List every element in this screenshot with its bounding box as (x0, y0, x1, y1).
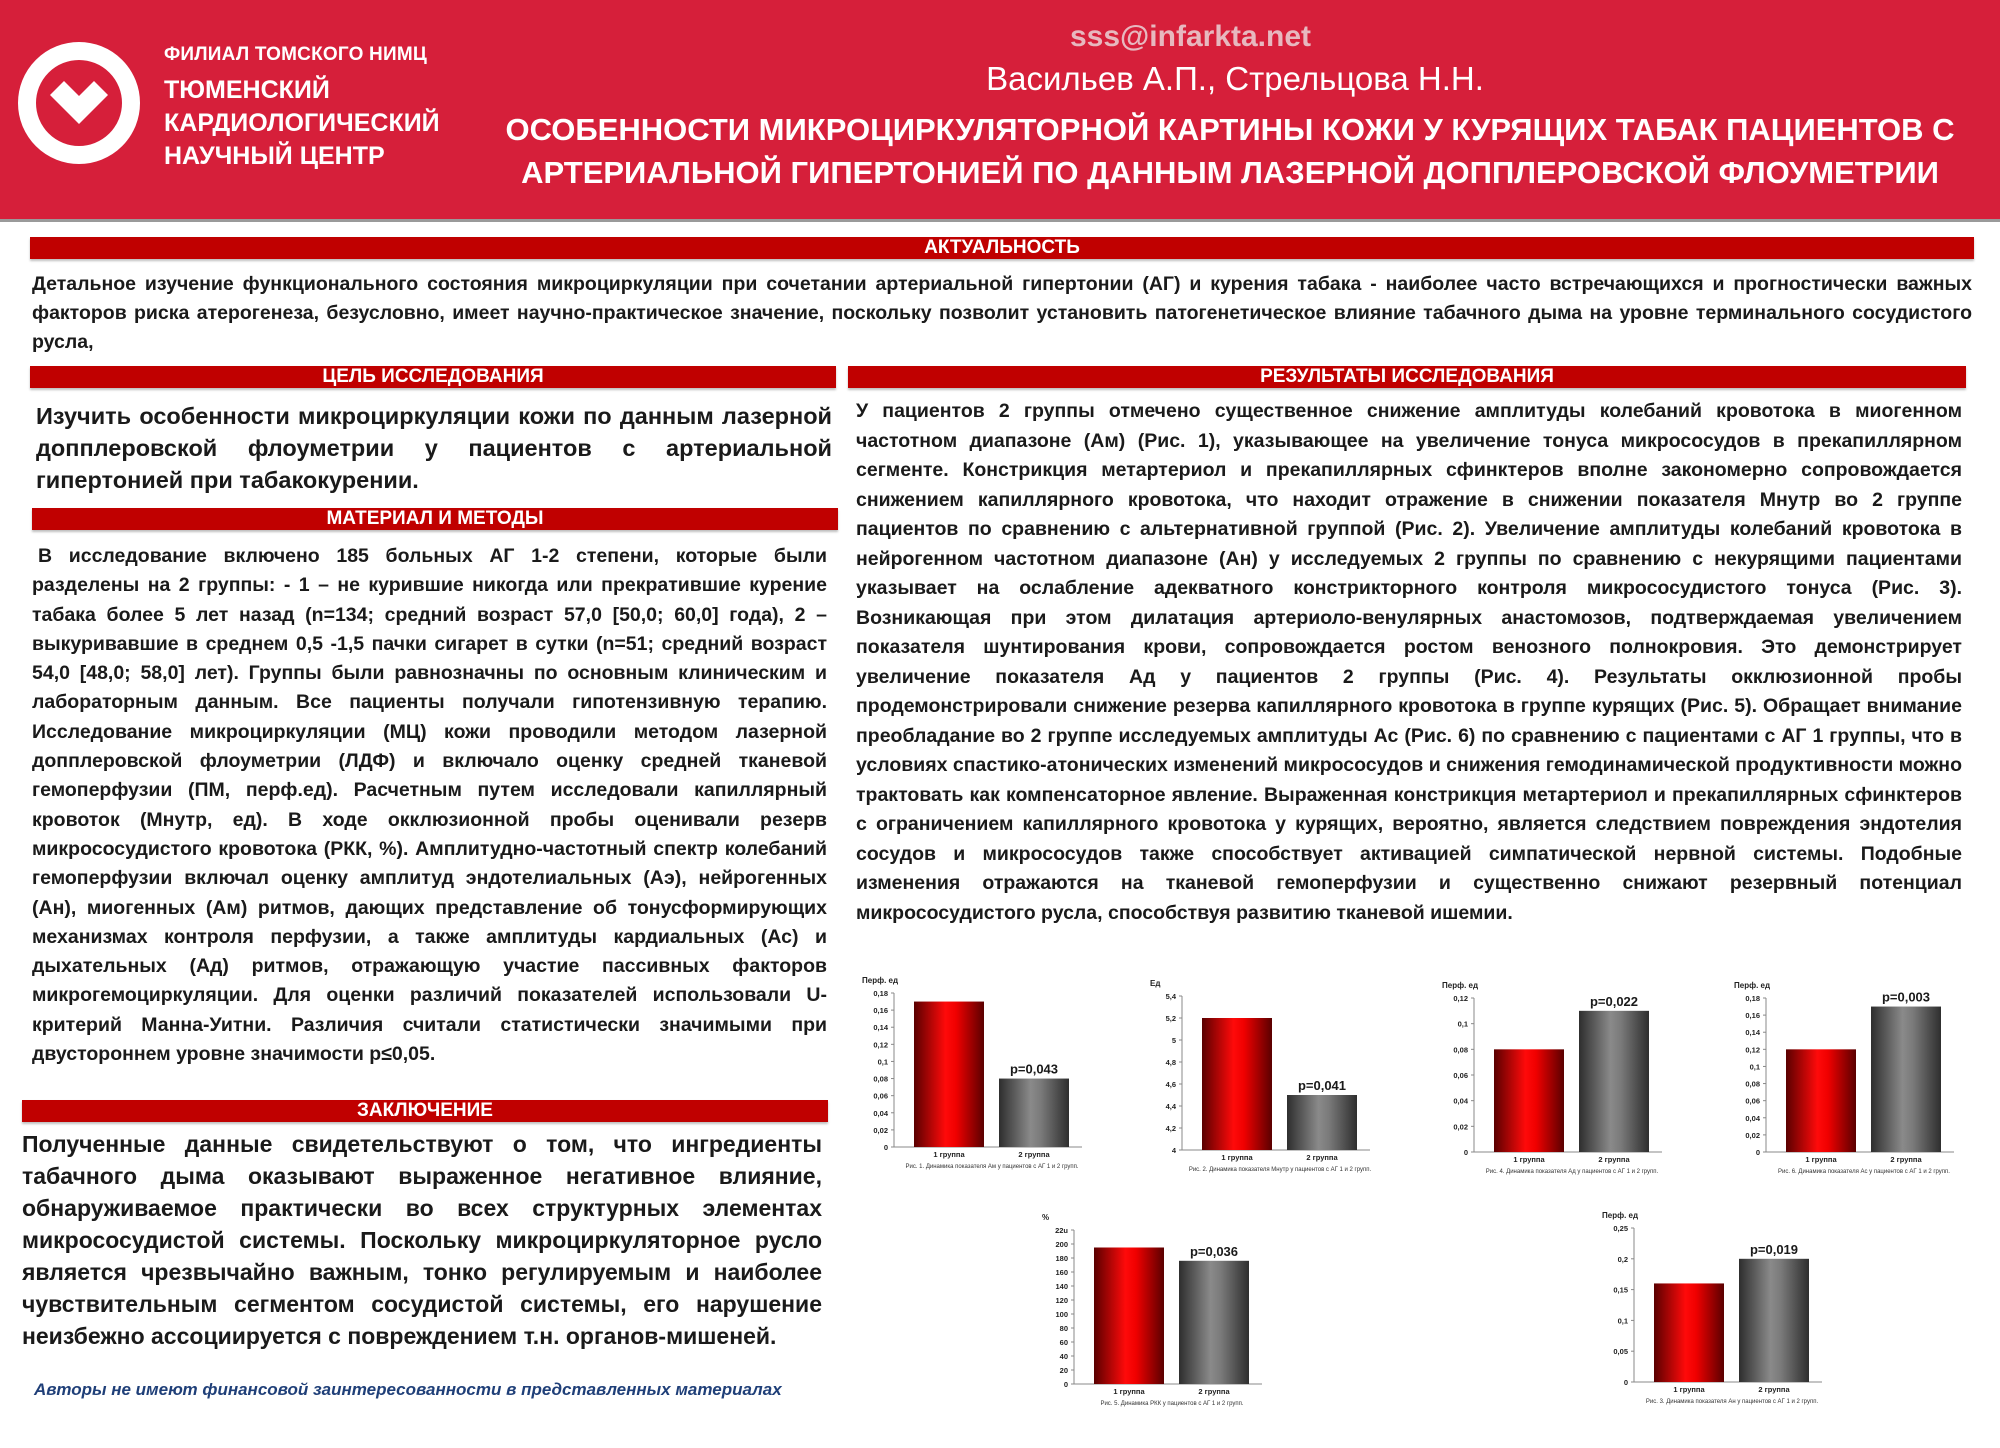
chart-fig6-ac (1732, 980, 1962, 1175)
y-axis-label: Ед (1150, 979, 1161, 988)
x-category-label: 2 группа (1890, 1155, 1922, 1164)
y-tick-label: 22u (1055, 1226, 1068, 1235)
relevance-text: Детальное изучение функционального состояния микроциркуляции при сочетании артериальной гипертонии (АГ) и курения табака - наиболее часто встречающихся и прогностически важных факторов риска атерогенеза, безусловно, имеет научно-практическое значение, поскольку позволит установить патогенетическое влияние табачного дыма на уровне терминального сосудистого русла, (32, 273, 1972, 353)
y-tick-label: 0,02 (873, 1125, 888, 1135)
bar-chart-svg (1600, 1210, 1830, 1405)
y-tick-label: 120 (1055, 1296, 1068, 1305)
poster-header (0, 0, 2000, 222)
y-tick-label: 0,04 (1453, 1096, 1468, 1106)
bar-group-2 (1579, 1011, 1649, 1152)
y-tick-label: 180 (1055, 1254, 1068, 1263)
y-axis-label: Перф. ед (862, 976, 899, 985)
goal-text: Изучить особенности микроциркуляции кожи по данным лазерной допплеровской флоуметрии у пациентов с артериальной гипертонией при табакокурении. (36, 403, 832, 493)
y-tick-label: 0,08 (1453, 1045, 1468, 1055)
y-tick-label: 0,1 (877, 1057, 888, 1067)
y-tick-label: 0,06 (1745, 1096, 1760, 1106)
y-tick-label: 160 (1055, 1268, 1068, 1277)
bar-group-2 (1871, 1007, 1941, 1152)
y-tick-label: 4 (1171, 1146, 1176, 1155)
y-tick-label: 200 (1055, 1240, 1068, 1249)
y-axis-label: Перф. ед (1442, 981, 1479, 990)
x-category-label: 2 группа (1306, 1153, 1338, 1162)
figure-caption: Рис. 4. Динамика показателя Ад у пациентов с АГ 1 и 2 групп. (1485, 1169, 1659, 1175)
org-line: ТЮМЕНСКИЙ (164, 76, 330, 104)
y-axis-label: Перф. ед (1602, 1211, 1639, 1220)
org-line: КАРДИОЛОГИЧЕСКИЙ (164, 109, 440, 137)
bar-group-1 (1202, 1018, 1272, 1150)
y-tick-label: 0,12 (873, 1040, 888, 1050)
y-tick-label: 0,06 (873, 1091, 888, 1101)
figure-caption: Рис. 2. Динамика показателя Мнутр у пациентов с АГ 1 и 2 групп. (1188, 1167, 1372, 1173)
figure-caption: Рис. 3. Динамика показателя Ан у пациентов с АГ 1 и 2 групп. (1645, 1399, 1819, 1405)
y-tick-label: 0 (1755, 1148, 1760, 1157)
y-tick-label: 0,16 (1745, 1011, 1760, 1021)
contact-email: sss@infarkta.net (1070, 20, 1312, 53)
y-tick-label: 4,6 (1165, 1080, 1176, 1089)
x-category-label: 2 группа (1758, 1385, 1790, 1394)
y-axis-label: % (1042, 1213, 1050, 1222)
y-tick-label: 0,15 (1613, 1285, 1628, 1295)
p-value-label: p=0,041 (1297, 1078, 1347, 1093)
methods-text: В исследование включено 185 больных АГ 1-2 степени, которые были разделены на 2 группы: - 1 – не курившие никогда или прекратившие курение табака более 5 лет назад (n=134; средний возраст 57,0 [50,0; 60,0] года), 2 – выкуривавшие в среднем 0,5 -1,5 пачки сигарет в сутки (n=51; средний возраст 54,0 [48,0; 58,0] лет). Группы были равнозначны по основным клиническим и лабораторным данным. Все пациенты получали гипотензивную терапию. Исследование микроциркуляции (МЦ) кожи проводили методом лазерной допплеровской флоуметрии (ЛДФ) и включало оценку средней тканевой гемоперфузии (ПМ, перф.ед). Расчетным путем исследовали капиллярный кровоток (Мнутр, ед). В ходе окклюзионной пробы оценивали резерв микрососудистого кровотока (РКК, %). Амплитудно-частотный спектр колебаний гемоперфузии включал оценку амплитуд эндотелиальных (Аэ), нейрогенных (Ан), миогенных (Ам) ритмов, дающих представление об тонусформирующих механизмах контроля перфузии, а также амплитуды кардиальных (Ас) и дыхательных (Ад) ритмов, отражающую участие пассивных факторов микрогемоциркуляции. Для оценки различий показателей использовали U-критерий Манна-Уитни. Различия считали статистически значимыми при двустороннем уровне значимости p≤0,05. (32, 545, 827, 1066)
y-tick-label: 0,02 (1745, 1130, 1760, 1140)
y-tick-label: 4,4 (1165, 1102, 1176, 1111)
org-line: НАУЧНЫЙ ЦЕНТР (164, 142, 385, 170)
y-tick-label: 0,18 (1745, 994, 1760, 1003)
title-line: ОСОБЕННОСТИ МИКРОЦИРКУЛЯТОРНОЙ КАРТИНЫ КОЖИ У КУРЯЩИХ ТАБАК ПАЦИЕНТОВ С (505, 112, 1955, 147)
y-tick-label: 0,06 (1453, 1071, 1468, 1080)
y-axis-label: Перф. ед (1734, 981, 1771, 990)
chart-fig5-rkk (1040, 1212, 1270, 1407)
y-tick-label: 0,16 (873, 1006, 888, 1016)
bar-group-2 (1179, 1261, 1249, 1384)
y-tick-label: 0,1 (1749, 1062, 1760, 1072)
bar-group-1 (1494, 1049, 1564, 1152)
y-tick-label: 0,08 (1745, 1079, 1760, 1089)
y-tick-label: 0,18 (873, 989, 888, 998)
disclaimer: Авторы не имеют финансовой заинтересованности в представленных материалах (34, 1380, 782, 1399)
y-tick-label: 0,05 (1613, 1347, 1628, 1357)
y-tick-label: 0,02 (1453, 1122, 1468, 1132)
chart-fig3-an (1600, 1210, 1830, 1405)
x-category-label: 1 группа (1805, 1155, 1837, 1164)
p-value-label: p=0,043 (1009, 1061, 1059, 1077)
bar-group-2 (1287, 1095, 1357, 1150)
bar-chart-svg (1148, 978, 1378, 1173)
chart-fig2-mnutr (1148, 978, 1378, 1173)
y-tick-label: 4,2 (1165, 1124, 1176, 1133)
y-tick-label: 5,4 (1165, 992, 1176, 1001)
x-category-label: 1 группа (1113, 1387, 1145, 1396)
bar-group-1 (1094, 1248, 1164, 1385)
y-tick-label: 0 (883, 1143, 888, 1152)
x-category-label: 1 группа (933, 1150, 965, 1159)
y-tick-label: 0,12 (1453, 994, 1468, 1003)
y-tick-label: 0,04 (873, 1108, 888, 1118)
y-tick-label: 60 (1059, 1338, 1068, 1347)
bar-chart-svg (1732, 980, 1962, 1175)
figure-caption: Рис. 6. Динамика показателя Ас у пациентов с АГ 1 и 2 групп. (1778, 1169, 1950, 1175)
authors: Васильев А.П., Стрельцова Н.Н. (986, 60, 1484, 97)
y-tick-label: 5 (1171, 1036, 1176, 1045)
figure-caption: Рис. 5. Динамика РКК у пациентов с АГ 1 и 2 групп. (1100, 1401, 1244, 1407)
bar-chart-svg (1040, 1212, 1270, 1407)
conclusion-text: Полученные данные свидетельствуют о том, что ингредиенты табачного дыма оказывают выраженное негативное влияние, обнаруживаемое практически во всех структурных элементах микрососудистой системы. Поскольку микроциркуляторное русло является чрезвычайно важным, тонко регулируемым и наиболее чувствительным сегментом сосудистой системы, его нарушение неизбежно ассоциируется с повреждением т.н. органов-мишеней. (22, 1131, 822, 1349)
x-category-label: 1 группа (1221, 1153, 1253, 1162)
y-tick-label: 100 (1055, 1310, 1068, 1319)
y-tick-label: 0,1 (1617, 1316, 1628, 1326)
y-tick-label: 4,8 (1165, 1058, 1176, 1067)
bar-chart-svg (860, 975, 1090, 1170)
bar-group-1 (1654, 1283, 1724, 1382)
results-text: У пациентов 2 группы отмечено существенное снижение амплитуды колебаний кровотока в миогенном частотном диапазоне (Ам) (Рис. 1), указывающее на увеличение тонуса микрососудов в прекапиллярном сегменте. Констрикция метартериол и прекапиллярных сфинктеров вполне закономерно сопровождается снижением капиллярного кровотока, что находит отражение в снижении показателя Мнутр во 2 группе пациентов по сравнению с альтернативной группой (Рис. 2). Увеличение амплитуды колебаний кровотока в нейрогенном частотном диапазоне (Ан) у исследуемых 2 группы по сравнению с некурящими пациентами указывает на ослабление адекватного констрикторного контроля микрососудистого тонуса (Рис. 3). Возникающая при этом дилатация артериоло-венулярных анастомозов, подтверждаемая увеличением показателя шунтирования крови, сопровождается ростом венозного полнокровия. Это демонстрирует увеличение показателя Ад у пациентов 2 группы (Рис. 4). Результаты окклюзионной пробы продемонстрировали снижение резерва капиллярного кровотока в группе курящих (Рис. 5). Обращает внимание преобладание во 2 группе исследуемых амплитуды Ас (Рис. 6) по сравнению с пациентами с АГ 1 группы, что в условиях спастико-атонических изменений микрососудов и снижения гемодинамической продуктивности можно трактовать как компенсаторное явление. Выраженная констрикция метартериол и прекапиллярных сфинктеров с ограничением капиллярного кровотока у курящих, вероятно, является следствием повреждения эндотелия сосудов и микрососудов также способствует активацией симпатической нервной системы. Подобные изменения отражаются на тканевой гемоперфузии и существенно снижают резервный потенциал микрососудистого русла, способствуя развитию тканевой ишемии. (856, 400, 1962, 924)
bar-group-1 (1786, 1049, 1856, 1152)
x-category-label: 2 группа (1598, 1155, 1630, 1164)
heart-in-circle-icon (16, 40, 142, 166)
y-tick-label: 5,2 (1165, 1014, 1176, 1023)
p-value-label: p=0,019 (1749, 1241, 1799, 1257)
section-heading-results: РЕЗУЛЬТАТЫ ИССЛЕДОВАНИЯ (848, 366, 1966, 388)
y-tick-label: 0,14 (873, 1023, 888, 1033)
y-tick-label: 0 (1063, 1380, 1068, 1389)
org-branch: ФИЛИАЛ ТОМСКОГО НИМЦ (164, 44, 427, 65)
y-tick-label: 0 (1623, 1378, 1628, 1387)
x-category-label: 2 группа (1018, 1150, 1050, 1159)
title-line: АРТЕРИАЛЬНОЙ ГИПЕРТОНИЕЙ ПО ДАННЫМ ЛАЗЕРНОЙ ДОППЛЕРОВСКОЙ ФЛОУМЕТРИИ (521, 155, 1939, 190)
chart-fig1-am (860, 975, 1090, 1170)
y-tick-label: 0,25 (1613, 1224, 1628, 1233)
section-heading-conclusion: ЗАКЛЮЧЕНИЕ (22, 1100, 828, 1122)
section-heading-relevance: АКТУАЛЬНОСТЬ (30, 237, 1974, 259)
y-tick-label: 0,04 (1745, 1113, 1760, 1123)
section-heading-goal: ЦЕЛЬ ИССЛЕДОВАНИЯ (30, 366, 836, 388)
y-tick-label: 0,14 (1745, 1028, 1760, 1038)
bar-group-2 (999, 1079, 1069, 1147)
chart-fig4-ad (1440, 980, 1670, 1175)
organization-name (164, 44, 440, 173)
y-tick-label: 0,08 (873, 1074, 888, 1084)
bar-group-2 (1739, 1259, 1809, 1382)
x-category-label: 2 группа (1198, 1387, 1230, 1396)
p-value-label: p=0,036 (1189, 1243, 1239, 1259)
y-tick-label: 0 (1463, 1148, 1468, 1157)
bar-group-1 (914, 1002, 984, 1147)
y-tick-label: 80 (1059, 1324, 1068, 1333)
y-tick-label: 40 (1059, 1352, 1068, 1361)
x-category-label: 1 группа (1673, 1385, 1705, 1394)
bar-chart-svg (1440, 980, 1670, 1175)
figure-caption: Рис. 1. Динамика показателя Ам у пациентов с АГ 1 и 2 групп. (905, 1164, 1079, 1170)
y-tick-label: 0,2 (1617, 1254, 1628, 1264)
y-tick-label: 0,12 (1745, 1045, 1760, 1055)
x-category-label: 1 группа (1513, 1155, 1545, 1164)
p-value-label: p=0,003 (1881, 989, 1931, 1005)
section-heading-methods: МАТЕРИАЛ И МЕТОДЫ (32, 508, 838, 530)
y-tick-label: 20 (1059, 1366, 1068, 1375)
p-value-label: p=0,022 (1589, 993, 1639, 1009)
y-tick-label: 140 (1055, 1282, 1068, 1291)
poster-title (460, 108, 2000, 194)
y-tick-label: 0,1 (1457, 1019, 1468, 1029)
